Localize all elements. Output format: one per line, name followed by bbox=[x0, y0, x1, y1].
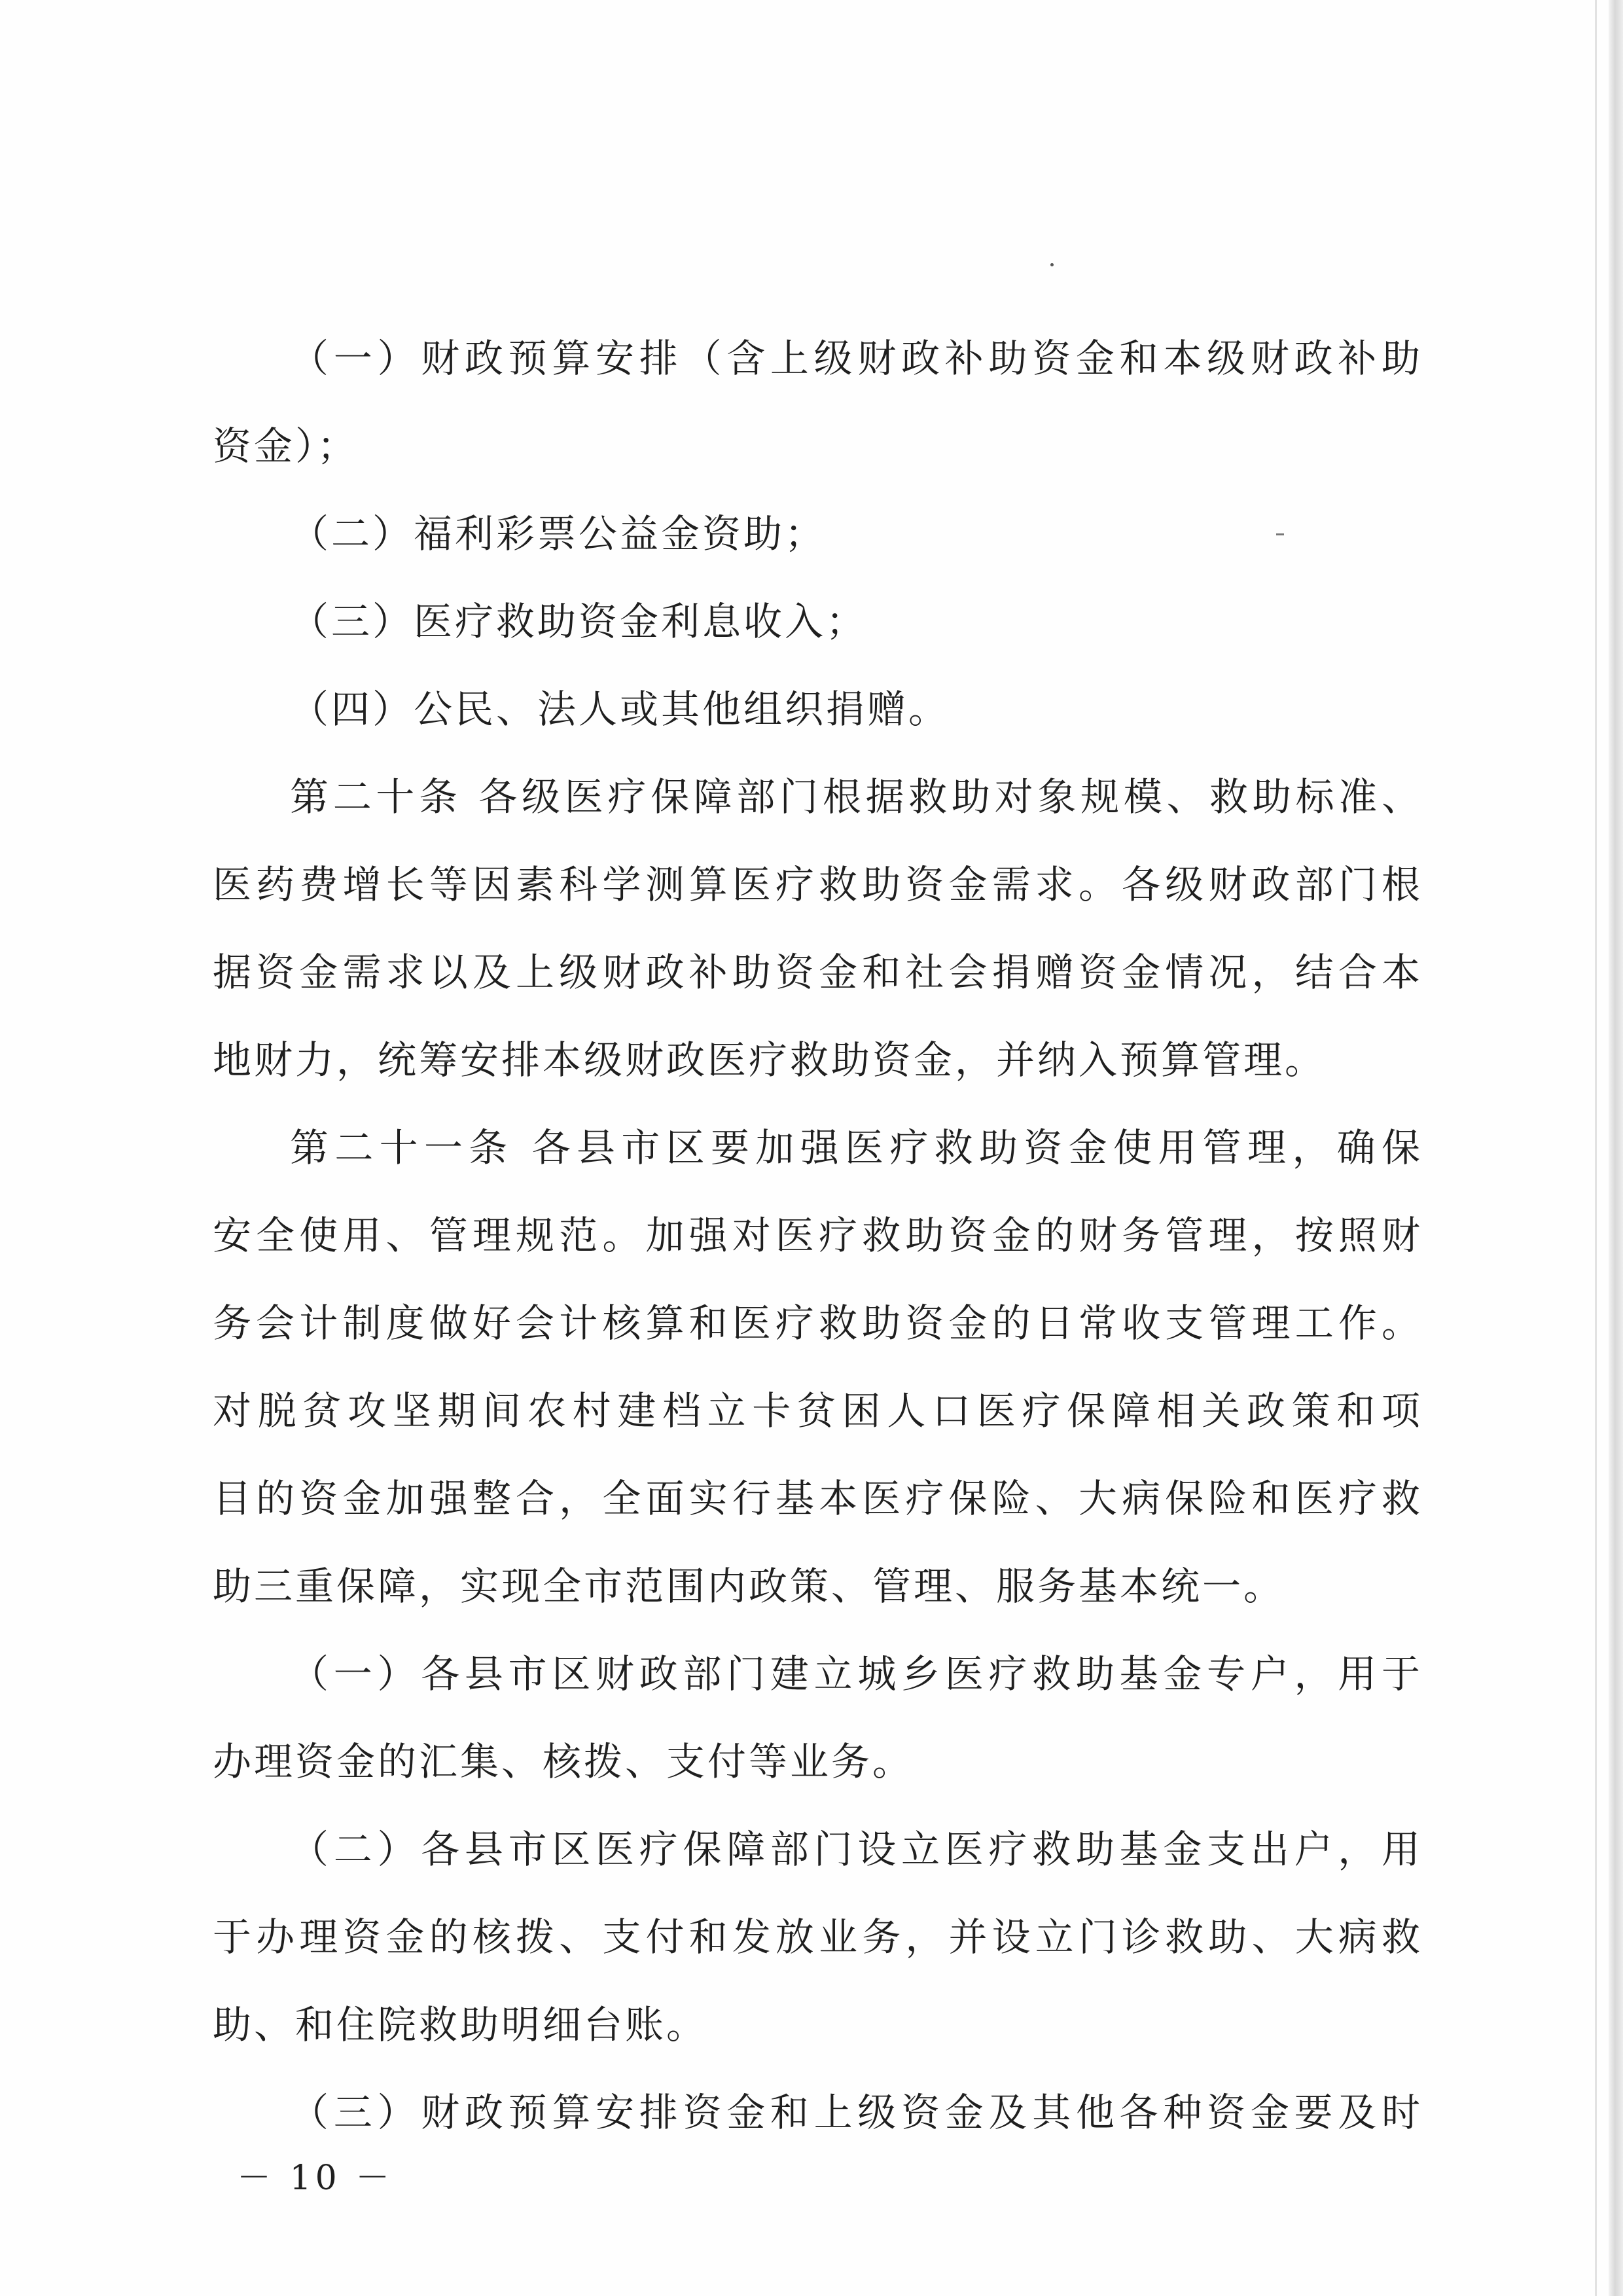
paragraph-line: （一）财政预算安排（含上级财政补助资金和本级财政补助 bbox=[290, 336, 1420, 381]
scan-speck bbox=[1050, 263, 1054, 266]
paragraph-line: （三）财政预算安排资金和上级资金及其他各种资金要及时 bbox=[290, 2090, 1420, 2135]
paragraph-line: （一）各县市区财政部门建立城乡医疗救助基金专户，用于 bbox=[290, 1651, 1420, 1696]
paragraph-line: 于办理资金的核拨、支付和发放业务，并设立门诊救助、大病救 bbox=[213, 1914, 1420, 1960]
page-number: － 10 － bbox=[237, 2159, 394, 2198]
paragraph-line: （四）公民、法人或其他组织捐赠。 bbox=[290, 687, 950, 732]
paragraph-line: 助三重保障，实现全市范围内政策、管理、服务基本统一。 bbox=[213, 1564, 1285, 1609]
scan-edge bbox=[1609, 0, 1623, 2296]
paragraph-line: 安全使用、管理规范。加强对医疗救助资金的财务管理，按照财 bbox=[213, 1213, 1420, 1258]
document-body bbox=[213, 326, 1420, 2168]
paragraph-line: 第二十一条 各县市区要加强医疗救助资金使用管理，确保 bbox=[290, 1125, 1420, 1170]
paragraph-line: 第二十条 各级医疗保障部门根据救助对象规模、救助标准、 bbox=[290, 774, 1420, 819]
scan-edge-line bbox=[1595, 0, 1597, 2296]
paragraph-line: 助、和住院救助明细台账。 bbox=[213, 2002, 708, 2047]
paragraph-line: （三）医疗救助资金利息收入； bbox=[290, 599, 868, 644]
paragraph-line: 目的资金加强整合，全面实行基本医疗保险、大病保险和医疗救 bbox=[213, 1476, 1420, 1521]
paragraph-line: 资金）； bbox=[213, 423, 359, 469]
paragraph-line: 对脱贫攻坚期间农村建档立卡贫困人口医疗保障相关政策和项 bbox=[213, 1388, 1420, 1433]
paragraph-line: 医药费增长等因素科学测算医疗救助资金需求。各级财政部门根 bbox=[213, 862, 1420, 907]
paragraph-line: 据资金需求以及上级财政补助资金和社会捐赠资金情况，结合本 bbox=[213, 950, 1420, 995]
paragraph-line: 地财力，统筹安排本级财政医疗救助资金，并纳入预算管理。 bbox=[213, 1037, 1327, 1083]
paragraph-line: 办理资金的汇集、核拨、支付等业务。 bbox=[213, 1739, 914, 1784]
paragraph-line: （二）各县市区医疗保障部门设立医疗救助基金支出户，用 bbox=[290, 1827, 1420, 1872]
paragraph-line: 务会计制度做好会计核算和医疗救助资金的日常收支管理工作。 bbox=[213, 1300, 1420, 1346]
paragraph-line: （二）福利彩票公益金资助； bbox=[290, 511, 827, 556]
